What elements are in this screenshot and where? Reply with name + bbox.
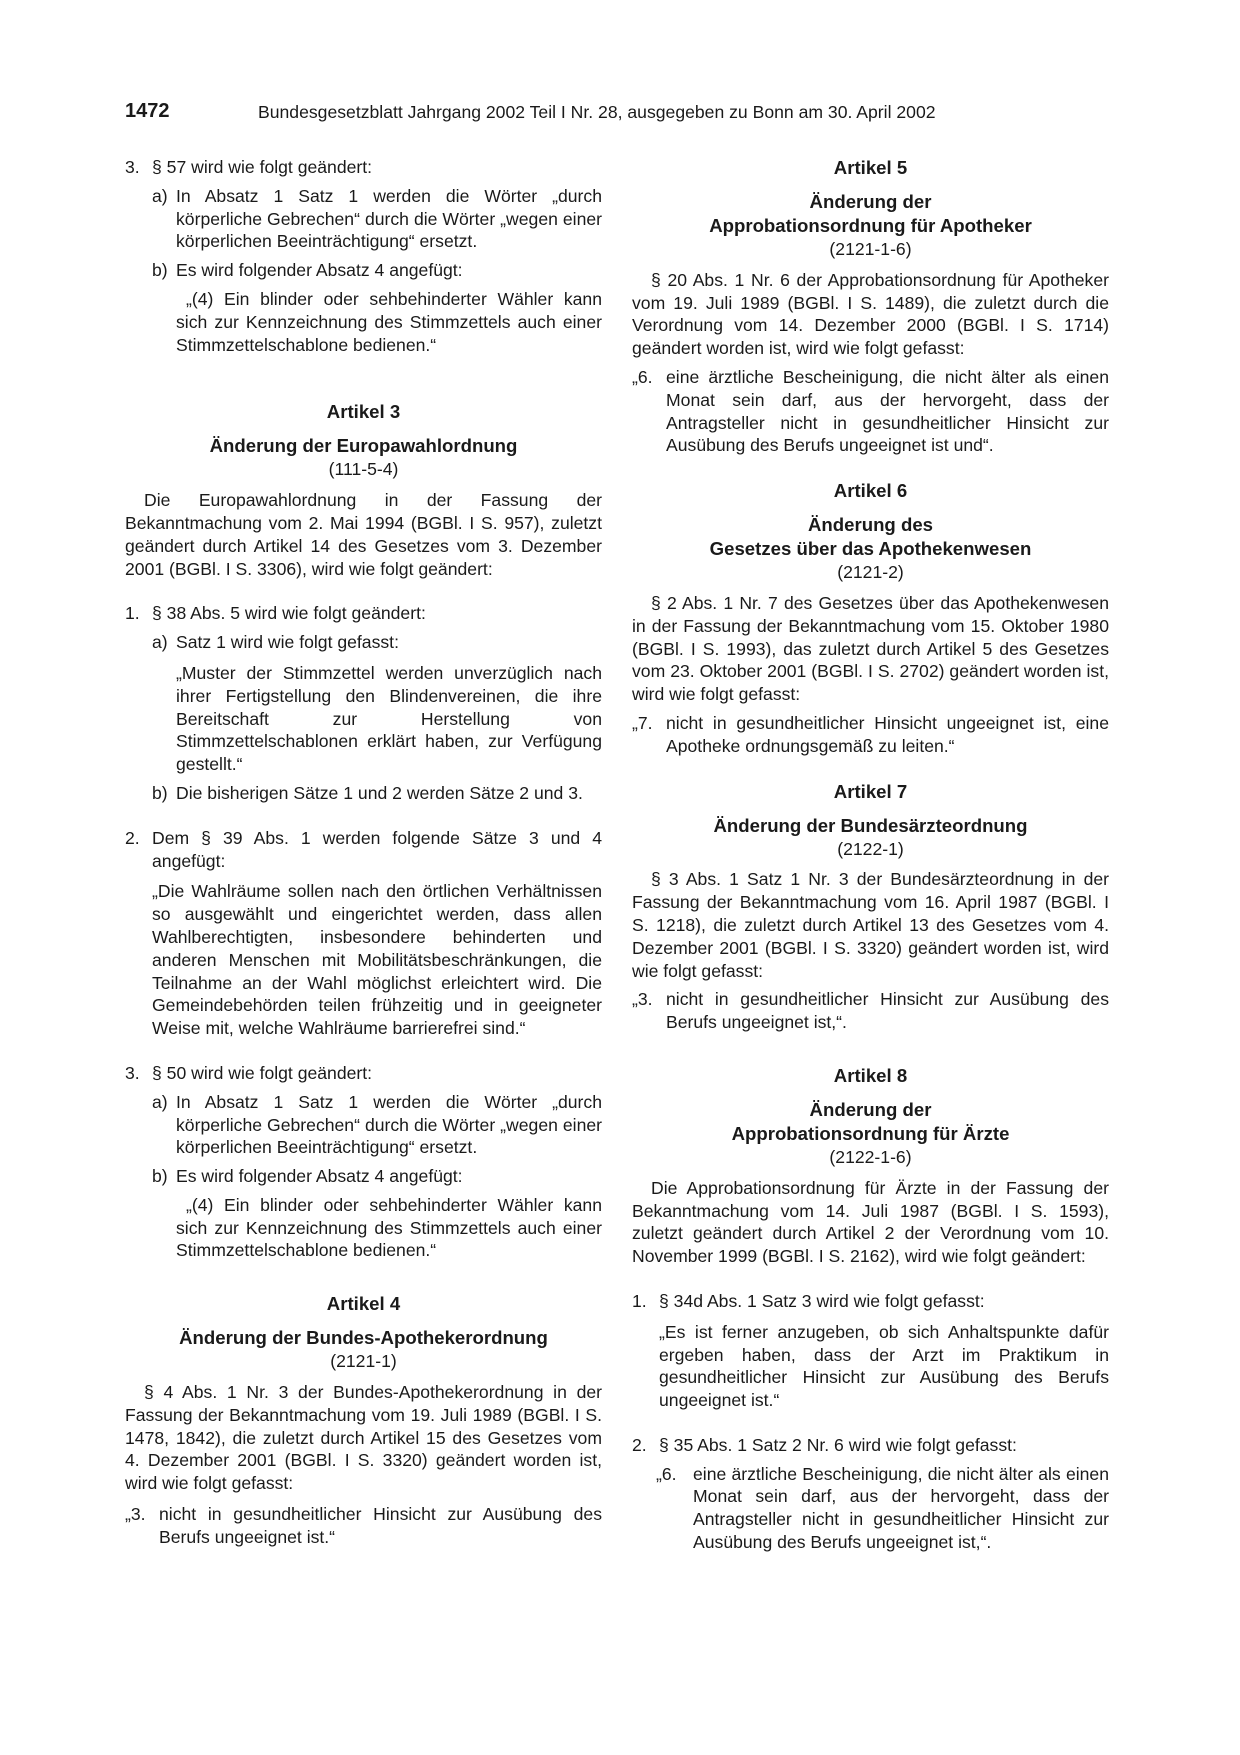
paragraph: Die Europawahlordnung in der Fassung der Bekanntmachung vom 2. Mai 1994 (BGBl. I S. 957), zuletzt geändert durch Artikel 14 des Gesetzes vom 3. Dezember 2001 (BGBl. I S. 3306), wird wie folgt geändert: [125, 490, 602, 579]
list-item: b) Es wird folgender Absatz 4 angefügt: [152, 260, 463, 281]
article-code: (2121-1-6) [829, 239, 912, 259]
list-item: 1. § 34d Abs. 1 Satz 3 wird wie folgt gefasst: [632, 1290, 985, 1311]
quote: „7. nicht in gesundheitlicher Hinsicht ungeeignet ist, eine Apotheke ordnungsgemäß zu leiten.“ [632, 712, 1109, 756]
list-item: b) Es wird folgender Absatz 4 angefügt: [152, 1166, 463, 1187]
article-title: Artikel 4 [326, 1293, 401, 1315]
article-heading: Approbationsordnung für Apotheker [709, 215, 1032, 236]
right-column [632, 156, 1109, 1554]
article-code: (2122-1-6) [829, 1146, 912, 1167]
paragraph: § 4 Abs. 1 Nr. 3 der Bundes-Apothekerordnung in der Fassung der Bekanntmachung vom 19. Juli 1989 (BGBl. I S. 1478, 1842), die zuletzt durch Artikel 15 des Gesetzes vom 4. Dezember 2001 (BGBl. I S. 3320) geändert worden ist, wird wie folgt gefasst: [125, 1382, 602, 1494]
list-item: b) Die bisherigen Sätze 1 und 2 werden Sätze 2 und 3. [152, 782, 583, 803]
article-heading: Änderung des [808, 514, 933, 536]
quote: „Muster der Stimmzettel werden unverzüglich nach ihrer Fertigstellung den Blindenvereinen, die ihre Bereitschaft zur Herstellung von Stimmzettelschablonen erklärt haben, zur Verfügung gestellt.“ [176, 662, 602, 775]
article-title: Artikel 6 [833, 480, 908, 502]
list-item: 2. Dem § 39 Abs. 1 werden folgende Sätze 3 und 4 angefügt: [125, 827, 602, 871]
quote: „6. eine ärztliche Bescheinigung, die nicht älter als einen Monat sein darf, aus der hervorgeht, dass der Antragsteller nicht in gesundheitlicher Hinsicht zur Ausübung des Berufs ungeeignet ist,“. [656, 1463, 1109, 1553]
article-title: Artikel 5 [833, 157, 908, 178]
running-head: Bundesgesetzblatt Jahrgang 2002 Teil I Nr. 28, ausgegeben zu Bonn am 30. April 2002 [258, 102, 936, 122]
list-item: 3. § 50 wird wie folgt geändert: [125, 1062, 373, 1083]
list-item: 2. § 35 Abs. 1 Satz 2 Nr. 6 wird wie folgt gefasst: [632, 1434, 1017, 1455]
article-code: (111-5-4) [328, 459, 399, 480]
left-column [125, 156, 602, 1549]
article-code: (2121-1) [330, 1351, 397, 1372]
paragraph: § 20 Abs. 1 Nr. 6 der Approbationsordnung für Apotheker vom 19. Juli 1989 (BGBl. I S. 1489), die zuletzt durch die Verordnung vom 14. Dezember 2000 (BGBl. I S. 1714) geändert worden ist, wird wie folgt gefasst: [632, 269, 1109, 359]
quote: „6. eine ärztliche Bescheinigung, die nicht älter als einen Monat sein darf, aus der hervorgeht, dass der Antragsteller nicht in gesundheitlicher Hinsicht zur Ausübung des Berufs ungeeignet ist und“. [632, 366, 1109, 456]
article-code: (2122-1) [837, 838, 904, 859]
quote: „(4) Ein blinder oder sehbehinderter Wähler kann sich zur Kennzeichnung des Stimmzettels auch einer Stimmzettelschablone bedienen.“ [176, 1194, 602, 1261]
list-item: 1. § 38 Abs. 5 wird wie folgt geändert: [125, 603, 426, 624]
article-heading: Änderung der [809, 1098, 932, 1120]
article-heading: Änderung der Bundes-Apothekerordnung [179, 1327, 548, 1349]
paragraph: Die Approbationsordnung für Ärzte in der Fassung der Bekanntmachung vom 14. Juli 1987 (BGBl. I S. 1593), zuletzt geändert durch Artikel 2 der Verordnung vom 10. November 1999 (BGBl. I S. 2162), wird wie folgt geändert: [632, 1177, 1109, 1267]
article-code: (2121-2) [837, 562, 904, 583]
article-title: Artikel 7 [833, 780, 908, 802]
article-heading: Änderung der Bundesärzteordnung [713, 814, 1028, 836]
article-title: Artikel 8 [833, 1064, 908, 1086]
paragraph: § 2 Abs. 1 Nr. 7 des Gesetzes über das Apothekenwesen in der Fassung der Bekanntmachung vom 15. Oktober 1980 (BGBl. I S. 1993), das zuletzt durch Artikel 5 des Gesetzes vom 23. Oktober 2001 (BGBl. I S. 2702) geändert worden ist, wird wie folgt gefasst: [632, 592, 1109, 705]
list-item: a) Satz 1 wird wie folgt gefasst: [152, 632, 399, 653]
page-header [125, 100, 1115, 126]
article-heading: Änderung der Europawahlordnung [209, 435, 518, 457]
list-item: 3. § 57 wird wie folgt geändert: [125, 157, 373, 177]
article-title: Artikel 3 [326, 401, 401, 423]
quote: „Die Wahlräume sollen nach den örtlichen Verhältnissen so ausgewählt und eingerichtet werden, dass allen Wahlberechtigten, insbesondere behinderten und anderen Menschen mit Mobilitätsbeschränkungen, die Teilnahme an der Wahl möglichst erleichtert wird. Die Gemeindebehörden teilen frühzeitig und in geeigneter Weise mit, welche Wahlräume barrierefrei sind.“ [152, 881, 602, 1039]
quote: „3. nicht in gesundheitlicher Hinsicht zur Ausübung des Berufs ungeeignet ist.“ [125, 1504, 602, 1547]
quote: „Es ist ferner anzugeben, ob sich Anhaltspunkte dafür ergeben haben, dass der Arzt im Praktikum in gesundheitlicher Hinsicht zur Ausübung des Berufs ungeeignet ist.“ [659, 1321, 1109, 1411]
page-number: 1472 [125, 100, 170, 122]
quote: „(4) Ein blinder oder sehbehinderter Wähler kann sich zur Kennzeichnung des Stimmzettels auch einer Stimmzettelschablone bedienen.“ [176, 288, 602, 355]
quote: „3. nicht in gesundheitlicher Hinsicht zur Ausübung des Berufs ungeeignet ist,“. [632, 989, 1109, 1033]
article-heading: Approbationsordnung für Ärzte [731, 1122, 1010, 1144]
paragraph: § 3 Abs. 1 Satz 1 Nr. 3 der Bundesärzteordnung in der Fassung der Bekanntmachung vom 16. April 1987 (BGBl. I S. 1218), die zuletzt durch Artikel 13 des Gesetzes vom 4. Dezember 2001 (BGBl. I S. 3320) geändert worden ist, wird wie folgt gefasst: [632, 869, 1109, 981]
list-item: a) In Absatz 1 Satz 1 werden die Wörter „durch körperliche Gebrechen“ durch die Wörter „wegen einer körperlichen Beeinträchtigung“ ersetzt. [152, 1091, 602, 1158]
article-heading: Änderung der [809, 191, 932, 212]
article-heading: Gesetzes über das Apothekenwesen [709, 538, 1032, 560]
list-item: a) In Absatz 1 Satz 1 werden die Wörter „durch körperliche Gebrechen“ durch die Wörter „wegen einer körperlichen Beeinträchtigung“ ersetzt. [152, 185, 602, 252]
